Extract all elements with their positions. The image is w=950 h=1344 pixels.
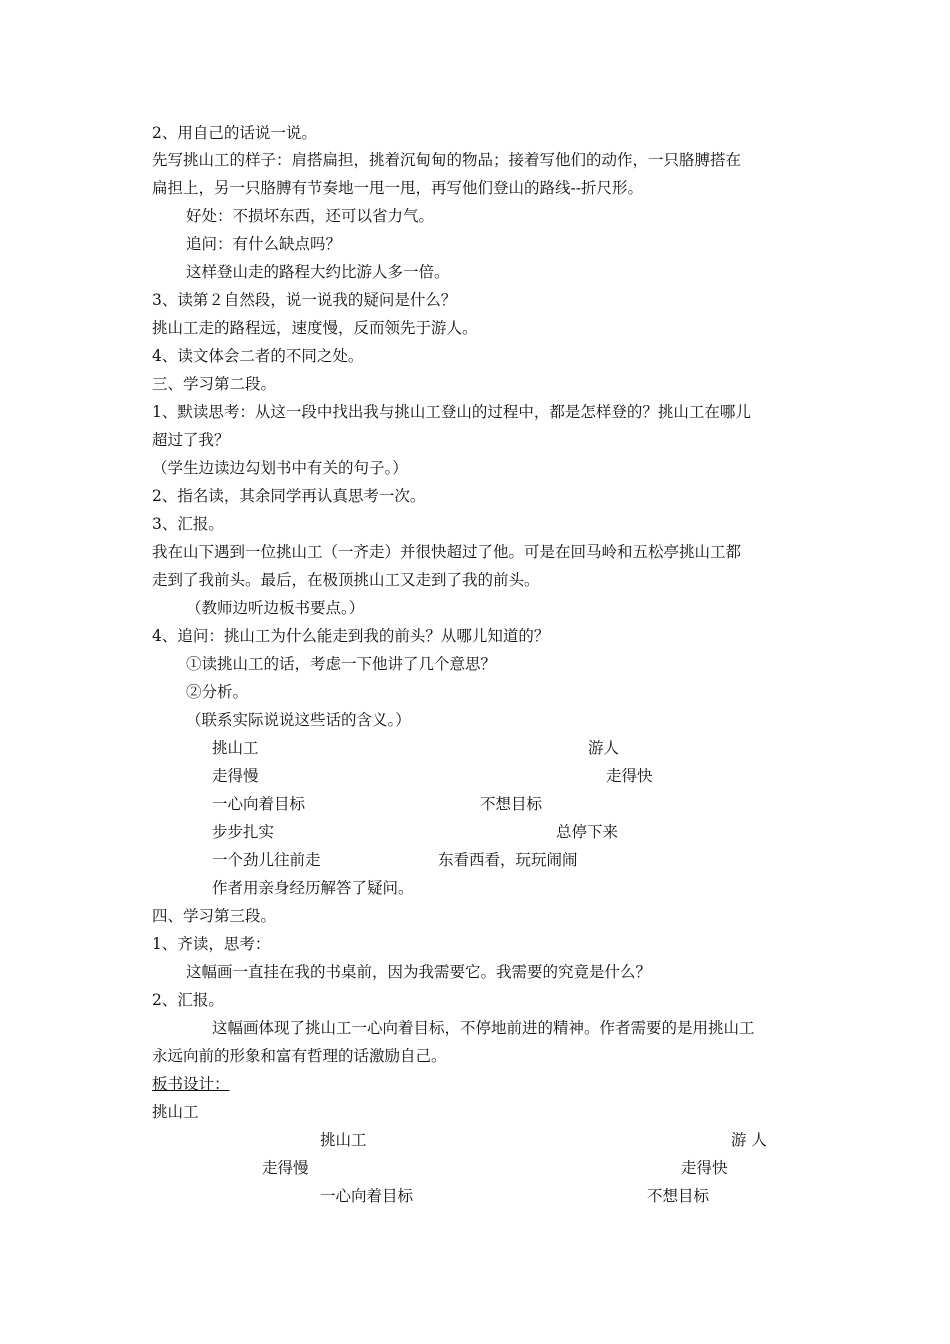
benefit-text: 好处：不损坏东西，还可以省力气。 (186, 207, 435, 225)
board-left-item: 一心向着目标 (320, 1187, 414, 1205)
part-2-note-3: （联系实际说说这些话的含义。） (186, 711, 411, 729)
compare-right-item: 游人 (588, 739, 620, 757)
part-3-question-1-text: 这幅画一直挂在我的书桌前，因为我需要它。我需要的究竟是什么？ (186, 963, 652, 981)
part-3-question-2: 2、汇报。 (152, 991, 224, 1009)
part-3-report-line-1: 这幅画体现了挑山工一心向着目标，不停地前进的精神。作者需要的是用挑山工 (212, 1019, 755, 1037)
part-3-question-1: 1、齐读，思考： (152, 935, 271, 953)
compare-right-item: 走得快 (606, 767, 653, 785)
part-3-heading: 四、学习第三段。 (152, 907, 277, 925)
part-2-question-4-item-2: ②分析。 (186, 683, 249, 701)
part-2-report-line-2: 走到了我前头。最后，在极顶挑山工又走到了我的前头。 (152, 571, 540, 589)
board-left-item: 走得慢 (262, 1159, 309, 1177)
part-2-conclusion: 作者用亲身经历解答了疑问。 (212, 879, 414, 897)
part-2-question-4: 4、追问：挑山工为什么能走到我的前头？从哪儿知道的？ (152, 627, 550, 645)
compare-left-item: 一心向着目标 (212, 795, 306, 813)
part-2-question-3: 3、汇报。 (152, 515, 224, 533)
part-2-question-1-line-2: 超过了我？ (152, 431, 230, 449)
part-2-report-line-1: 我在山下遇到一位挑山工（一齐走）并很快超过了他。可是在回马岭和五松亭挑山工都 (152, 543, 742, 561)
section-3-answer: 挑山工走的路程远，速度慢，反而领先于游人。 (152, 319, 478, 337)
part-2-question-2: 2、指名读，其余同学再认真思考一次。 (152, 487, 426, 505)
section-2-paragraph-line-1: 先写挑山工的样子：肩搭扁担，挑着沉甸甸的物品；接着写他们的动作，一只胳膊搭在 (152, 151, 742, 169)
compare-left-item: 步步扎实 (212, 823, 275, 841)
section-3-title: 3、读第２自然段，说一说我的疑问是什么？ (152, 291, 457, 309)
board-right-item: 游 人 (731, 1131, 767, 1149)
board-left-item: 挑山工 (320, 1131, 367, 1149)
board-right-item: 不想目标 (647, 1187, 710, 1205)
part-2-question-1-line-1: 1、默读思考：从这一段中找出我与挑山工登山的过程中，都是怎样登的？挑山工在哪儿 (152, 403, 751, 421)
compare-right-item: 东看西看，玩玩闹闹 (438, 851, 578, 869)
section-2-paragraph-line-2: 扁担上，另一只胳膊有节奏地一甩一甩，再写他们登山的路线--折尺形。 (152, 179, 643, 197)
compare-left-item: 走得慢 (212, 767, 259, 785)
board-right-item: 走得快 (681, 1159, 728, 1177)
part-2-heading: 三、学习第二段。 (152, 375, 277, 393)
compare-left-item: 一个劲儿往前走 (212, 851, 321, 869)
part-2-note-2: （教师边听边板书要点。） (186, 599, 365, 617)
part-2-question-4-item-1: ①读挑山工的话，考虑一下他讲了几个意思？ (186, 655, 497, 673)
board-title: 挑山工 (152, 1103, 199, 1121)
compare-right-item: 总停下来 (556, 823, 619, 841)
compare-right-item: 不想目标 (480, 795, 543, 813)
board-design-label: 板书设计： (152, 1075, 230, 1093)
section-4-title: 4、读文体会二者的不同之处。 (152, 347, 364, 365)
section-2-title: 2、用自己的话说一说。 (152, 124, 317, 142)
part-2-note-1: （学生边读边勾划书中有关的句子。） (152, 459, 408, 477)
distance-text: 这样登山走的路程大约比游人多一倍。 (186, 263, 450, 281)
ask-fault-text: 追问：有什么缺点吗？ (186, 235, 342, 253)
compare-left-item: 挑山工 (212, 739, 259, 757)
part-3-report-line-2: 永远向前的形象和富有哲理的话激励自己。 (152, 1047, 447, 1065)
